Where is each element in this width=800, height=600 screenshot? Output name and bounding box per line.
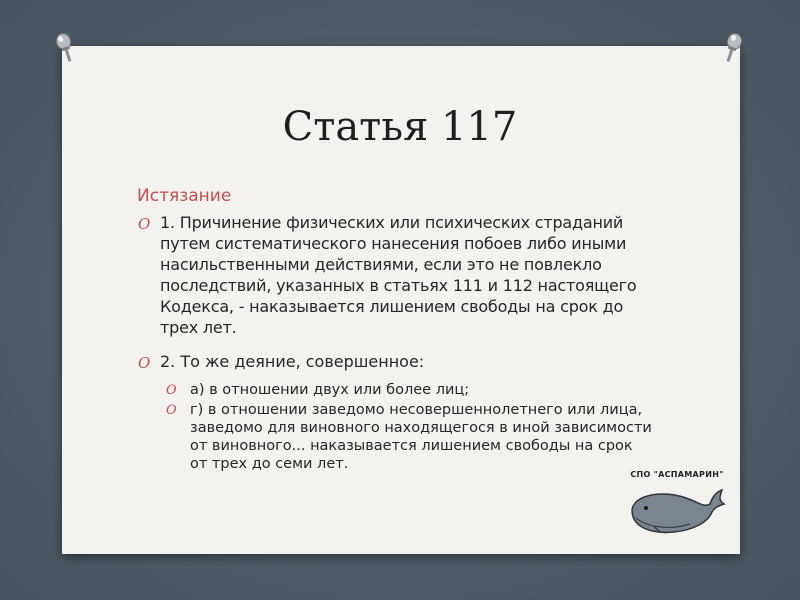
whale-icon [624,482,730,540]
bullet-icon: O [166,403,177,418]
bullet-icon: O [138,354,151,372]
bullet-icon: O [138,215,151,233]
pushpin-icon [717,30,747,69]
slide-subtitle: Истязание [137,186,232,206]
logo [624,466,730,540]
pushpin-icon [51,30,81,69]
logo-text: СПО "АСПАМАРИН" [630,470,724,479]
sub-list-item: г) в отношении заведомо несовершеннолетнего или лица, заведомо для виновного находящегося в иной зависимости от виновного... наказывается лишением свободы на срок от трех до семи лет. [190,402,652,472]
slide-title: Статья 117 [282,104,518,150]
list-item: 1. Причинение физических или психических страданий путем систематического нанесения побоев либо иными насильственными действиями, если это не повлекло последствий, указанных в статьях 111 и 112 настоящего Кодекса, - наказывается лишением свободы на срок до трех лет. [160,213,637,337]
list-item: 2. То же деяние, совершенное: [160,352,425,371]
sub-list-item: а) в отношении двух или более лиц; [190,382,470,398]
bullet-icon: O [166,383,177,398]
